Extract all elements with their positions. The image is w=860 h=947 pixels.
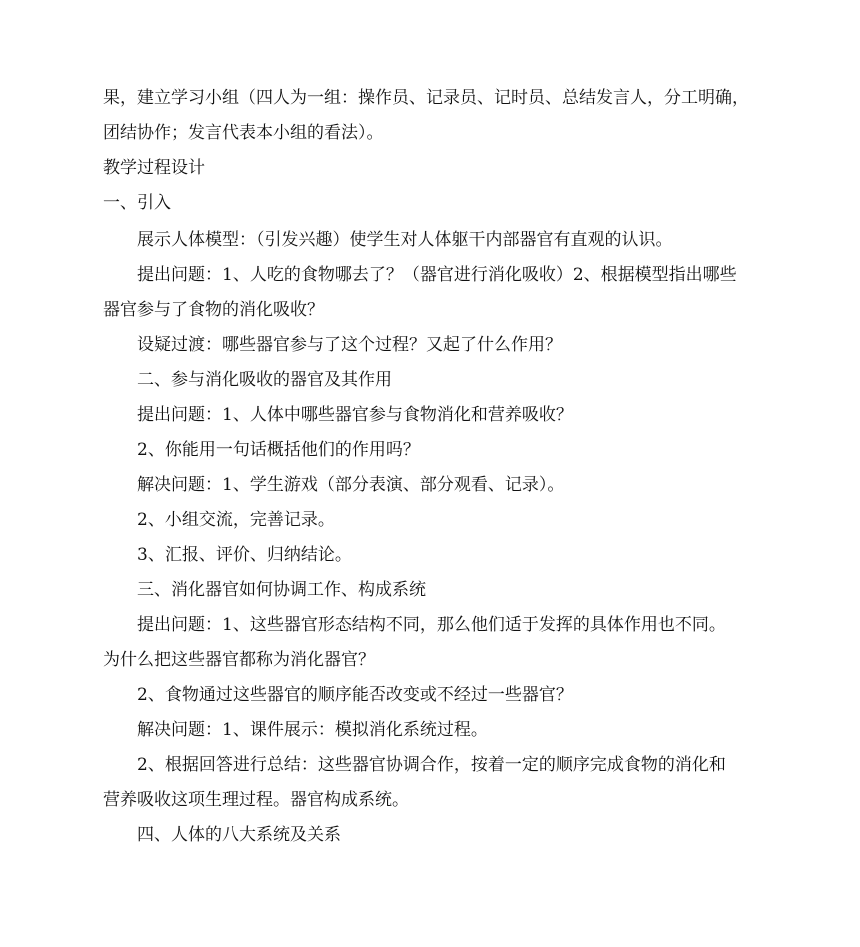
paragraph-line: 提出问题：1、这些器官形态结构不同，那么他们适于发挥的具体作用也不同。 <box>137 615 726 635</box>
paragraph-line: 提出问题：1、人体中哪些器官参与食物消化和营养吸收？ <box>137 405 573 425</box>
section-heading: 二、参与消化吸收的器官及其作用 <box>137 370 392 390</box>
paragraph-line: 2、你能用一句话概括他们的作用吗？ <box>137 440 420 460</box>
paragraph-line: 解决问题：1、学生游戏（部分表演、部分观看、记录）。 <box>137 475 565 495</box>
section-heading: 一、引入 <box>103 193 171 213</box>
paragraph-line: 设疑过渡：哪些器官参与了这个过程？又起了什么作用？ <box>137 335 562 355</box>
paragraph-line: 为什么把这些器官都称为消化器官？ <box>103 650 375 670</box>
paragraph-line: 2、食物通过这些器官的顺序能否改变或不经过一些器官？ <box>137 685 573 705</box>
paragraph-line: 提出问题：1、人吃的食物哪去了？（器官进行消化吸收）2、根据模型指出哪些 <box>137 265 737 285</box>
section-heading: 教学过程设计 <box>103 158 205 178</box>
paragraph-line: 展示人体模型：（引发兴趣）使学生对人体躯干内部器官有直观的认识。 <box>137 230 673 250</box>
paragraph-line: 果，建立学习小组（四人为一组：操作员、记录员、记时员、总结发言人，分工明确， <box>103 88 749 108</box>
section-heading: 四、人体的八大系统及关系 <box>137 825 341 845</box>
paragraph-line: 团结协作；发言代表本小组的看法）。 <box>103 123 384 143</box>
paragraph-line: 营养吸收这项生理过程。器官构成系统。 <box>103 790 409 810</box>
paragraph-line: 器官参与了食物的消化吸收？ <box>103 300 324 320</box>
paragraph-line: 2、小组交流，完善记录。 <box>137 510 335 530</box>
paragraph-line: 2、根据回答进行总结：这些器官协调合作，按着一定的顺序完成食物的消化和 <box>137 755 726 775</box>
section-heading: 三、消化器官如何协调工作、构成系统 <box>137 580 426 600</box>
paragraph-line: 解决问题：1、课件展示：模拟消化系统过程。 <box>137 720 488 740</box>
paragraph-line: 3、汇报、评价、归纳结论。 <box>137 545 352 565</box>
